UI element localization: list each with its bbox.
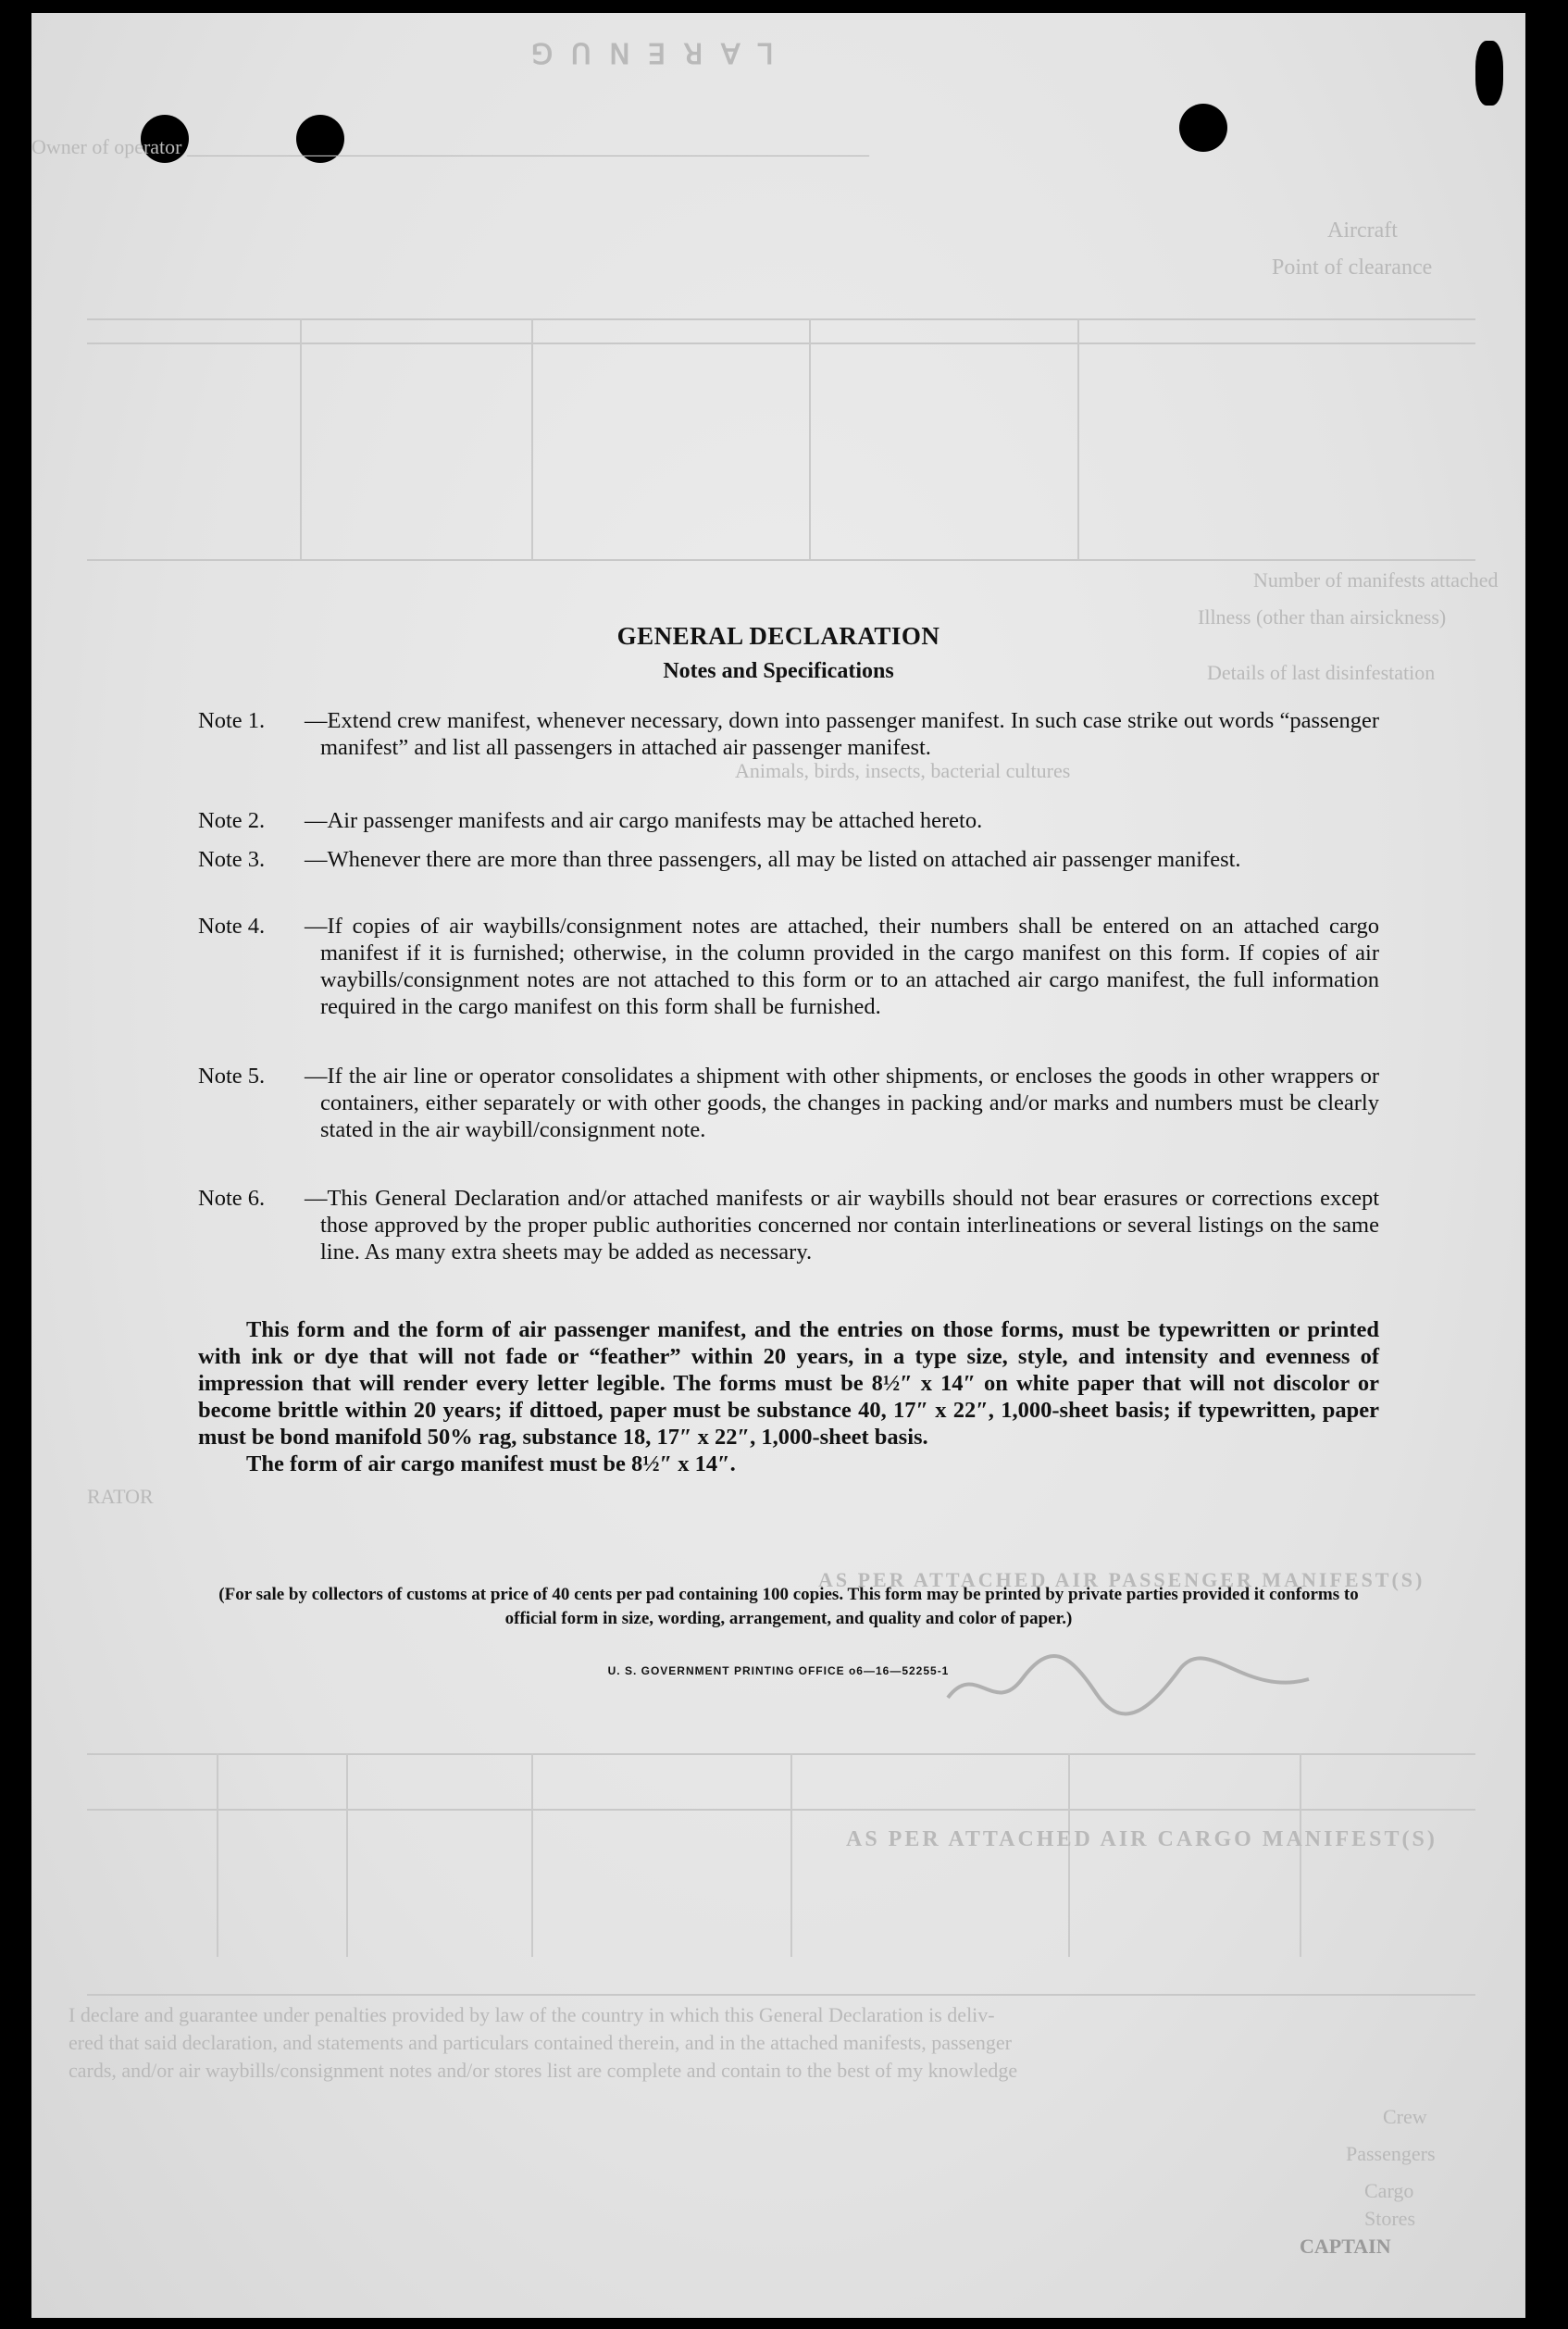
note-3 (198, 846, 1379, 873)
note-5 (198, 1063, 1379, 1143)
note-6 (198, 1185, 1379, 1265)
note-text: —If the air line or operator consolidates a shipment with other shipments, or encloses the goods in other wrappers or containers, either separately or with other goods, the changes in packing and/or marks and numbers must be clearly stated in the air waybill/consignment note. (305, 1064, 1379, 1142)
note-text: —If copies of air waybills/consignment notes are attached, their numbers shall be entered on an attached cargo manifest if it is furnished; otherwise, in the column provided in the cargo manifest on this form. If copies of air waybills/consignment notes are not attached to this form or to an attached air cargo manifest, the full information required in the cargo manifest on this form shall be furnished. (305, 914, 1379, 1019)
note-1 (198, 707, 1379, 761)
note-label: Note 6. (198, 1186, 266, 1211)
note-label: Note 3. (198, 847, 266, 872)
note-text: —Whenever there are more than three passengers, all may be listed on attached air passenger manifest. (305, 847, 1241, 872)
document-page: ꓨ ꓵ ꓠ ꓱ ꓤ ꓯ ꓶ Owner of operator ___________________________________________________________________ Aircraft Point of clearance Number of manifests attached Illness (other than airsickness) Details of last disinfestation Animals, birds, insects, bacterial cultures RATOR AS PER ATTACHED AIR PASSENGER MANIFEST(S) AS PER ATTACHED AIR CARGO MANIFEST(S) I declare and guarantee under penalties provided by law of the country in which this General Declaration is deliv- ered that said declaration, and statements and particulars contained therein, and in the attached manifests, passenger cards, and/or air waybills/consignment notes and/or stores list are complete and contain to the best of my knowledge Crew Passengers Cargo Stores CAPTAIN GENERAL DECLARATION Notes and Specifications Note 1. —Extend crew manifest, whenever necessary, down into passenger manifest. In such case strike out words “passenger manifest” and list all passengers in attached air passenger manifest. Note 2. —Air passenger manifests and air cargo manifests may be attached hereto. Note 3. —Whenever there are more than three passengers, all may be listed on attached air passenger manifest. Note 4. —If copies of air waybills/consignment notes are attached, their numbers shall be entered on an attached cargo manifest if it is furnished; otherwise, in the column provided in the cargo manifest on this form. If copies of air waybills/consignment notes are not attached to this form or to an attached air cargo manifest, the full information required in the cargo manifest on this form shall be furnished. Note 5. —If the air line or operator consolidates a shipment with other shipments, or encloses the goods in other wrappers or containers, either separately or with other goods, the changes in packing and/or marks and numbers must be clearly stated in the air waybill/consignment note. Note 6. —This General Declaration and/or attached manifests or air waybills should not bear erasures or corrections except those approved by the proper public authorities concerned nor contain interlineations or several listings on the same line. As many extra sheets may be added as necessary. This form and the form of air passenger manifest, and the entries on those forms, must be typewritten or printed with ink or dye that will not fade or “feather” within 20 years, in a type size, style, and intensity and evenness of impression that will render every letter legible. The forms must be 8½″ x 14″ on white paper that will not discolor or become brittle within 20 years; if dittoed, paper must be substance 40, 17″ x 22″, 1,000-sheet basis; if typewritten, paper must be bond manifold 50% rag, substance 18, 17″ x 22″, 1,000-sheet basis. The form of air cargo manifest must be 8½″ x 14″. (For sale by collectors of customs at price of 40 cents per pad containing 100 copies. This form may be printed by private parties provided it conforms to official form in size, wording, arrangement, and quality and color of paper.) U. S. GOVERNMENT PRINTING OFFICE o6—16—52255-1 (31, 13, 1525, 2318)
page-subtitle: Notes and Specifications (663, 659, 894, 683)
paragraph-text: This form and the form of air passenger manifest, and the entries on those forms, must be typewritten or printed with ink or dye that will not fade or “feather” within 20 years, in a type size, style, and intensity and evenness of impression that will render every letter legible. The forms must be 8½″ x 14″ on white paper that will not discolor or become brittle within 20 years; if dittoed, paper must be substance 40, 17″ x 22″, 1,000-sheet basis; if typewritten, paper must be bond manifold 50% rag, substance 18, 17″ x 22″, 1,000-sheet basis. (198, 1317, 1379, 1450)
sale-note: (For sale by collectors of customs at price of 40 cents per pad containing 100 copies. This form may be printed by private parties provided it conforms to official form in size, wording, arrangement, and quality and color of paper.) (218, 1585, 1359, 1628)
paragraph-last-line: The form of air cargo manifest must be 8½″ x 14″. (246, 1451, 736, 1476)
signature-mark (939, 1642, 1327, 1725)
note-2 (198, 807, 1379, 834)
note-text: —This General Declaration and/or attached manifests or air waybills should not bear erasures or corrections except those approved by the proper public authorities concerned nor contain interlineations or several listings on the same line. As many extra sheets may be added as necessary. (305, 1186, 1379, 1264)
note-label: Note 1. (198, 708, 266, 733)
note-4 (198, 913, 1379, 1020)
printing-office-line: U. S. GOVERNMENT PRINTING OFFICE o6—16—52255-1 (607, 1664, 950, 1677)
note-label: Note 2. (198, 808, 266, 833)
note-label: Note 5. (198, 1064, 266, 1089)
specifications-paragraph (198, 1316, 1379, 1477)
punch-hole (1179, 104, 1227, 152)
page-title: GENERAL DECLARATION (616, 622, 940, 650)
punch-hole (1475, 41, 1503, 106)
note-text: —Extend crew manifest, whenever necessary, down into passenger manifest. In such case strike out words “passenger manifest” and list all passengers in attached air passenger manifest. (305, 708, 1379, 760)
note-label: Note 4. (198, 914, 266, 939)
note-text: —Air passenger manifests and air cargo manifests may be attached hereto. (305, 808, 983, 833)
